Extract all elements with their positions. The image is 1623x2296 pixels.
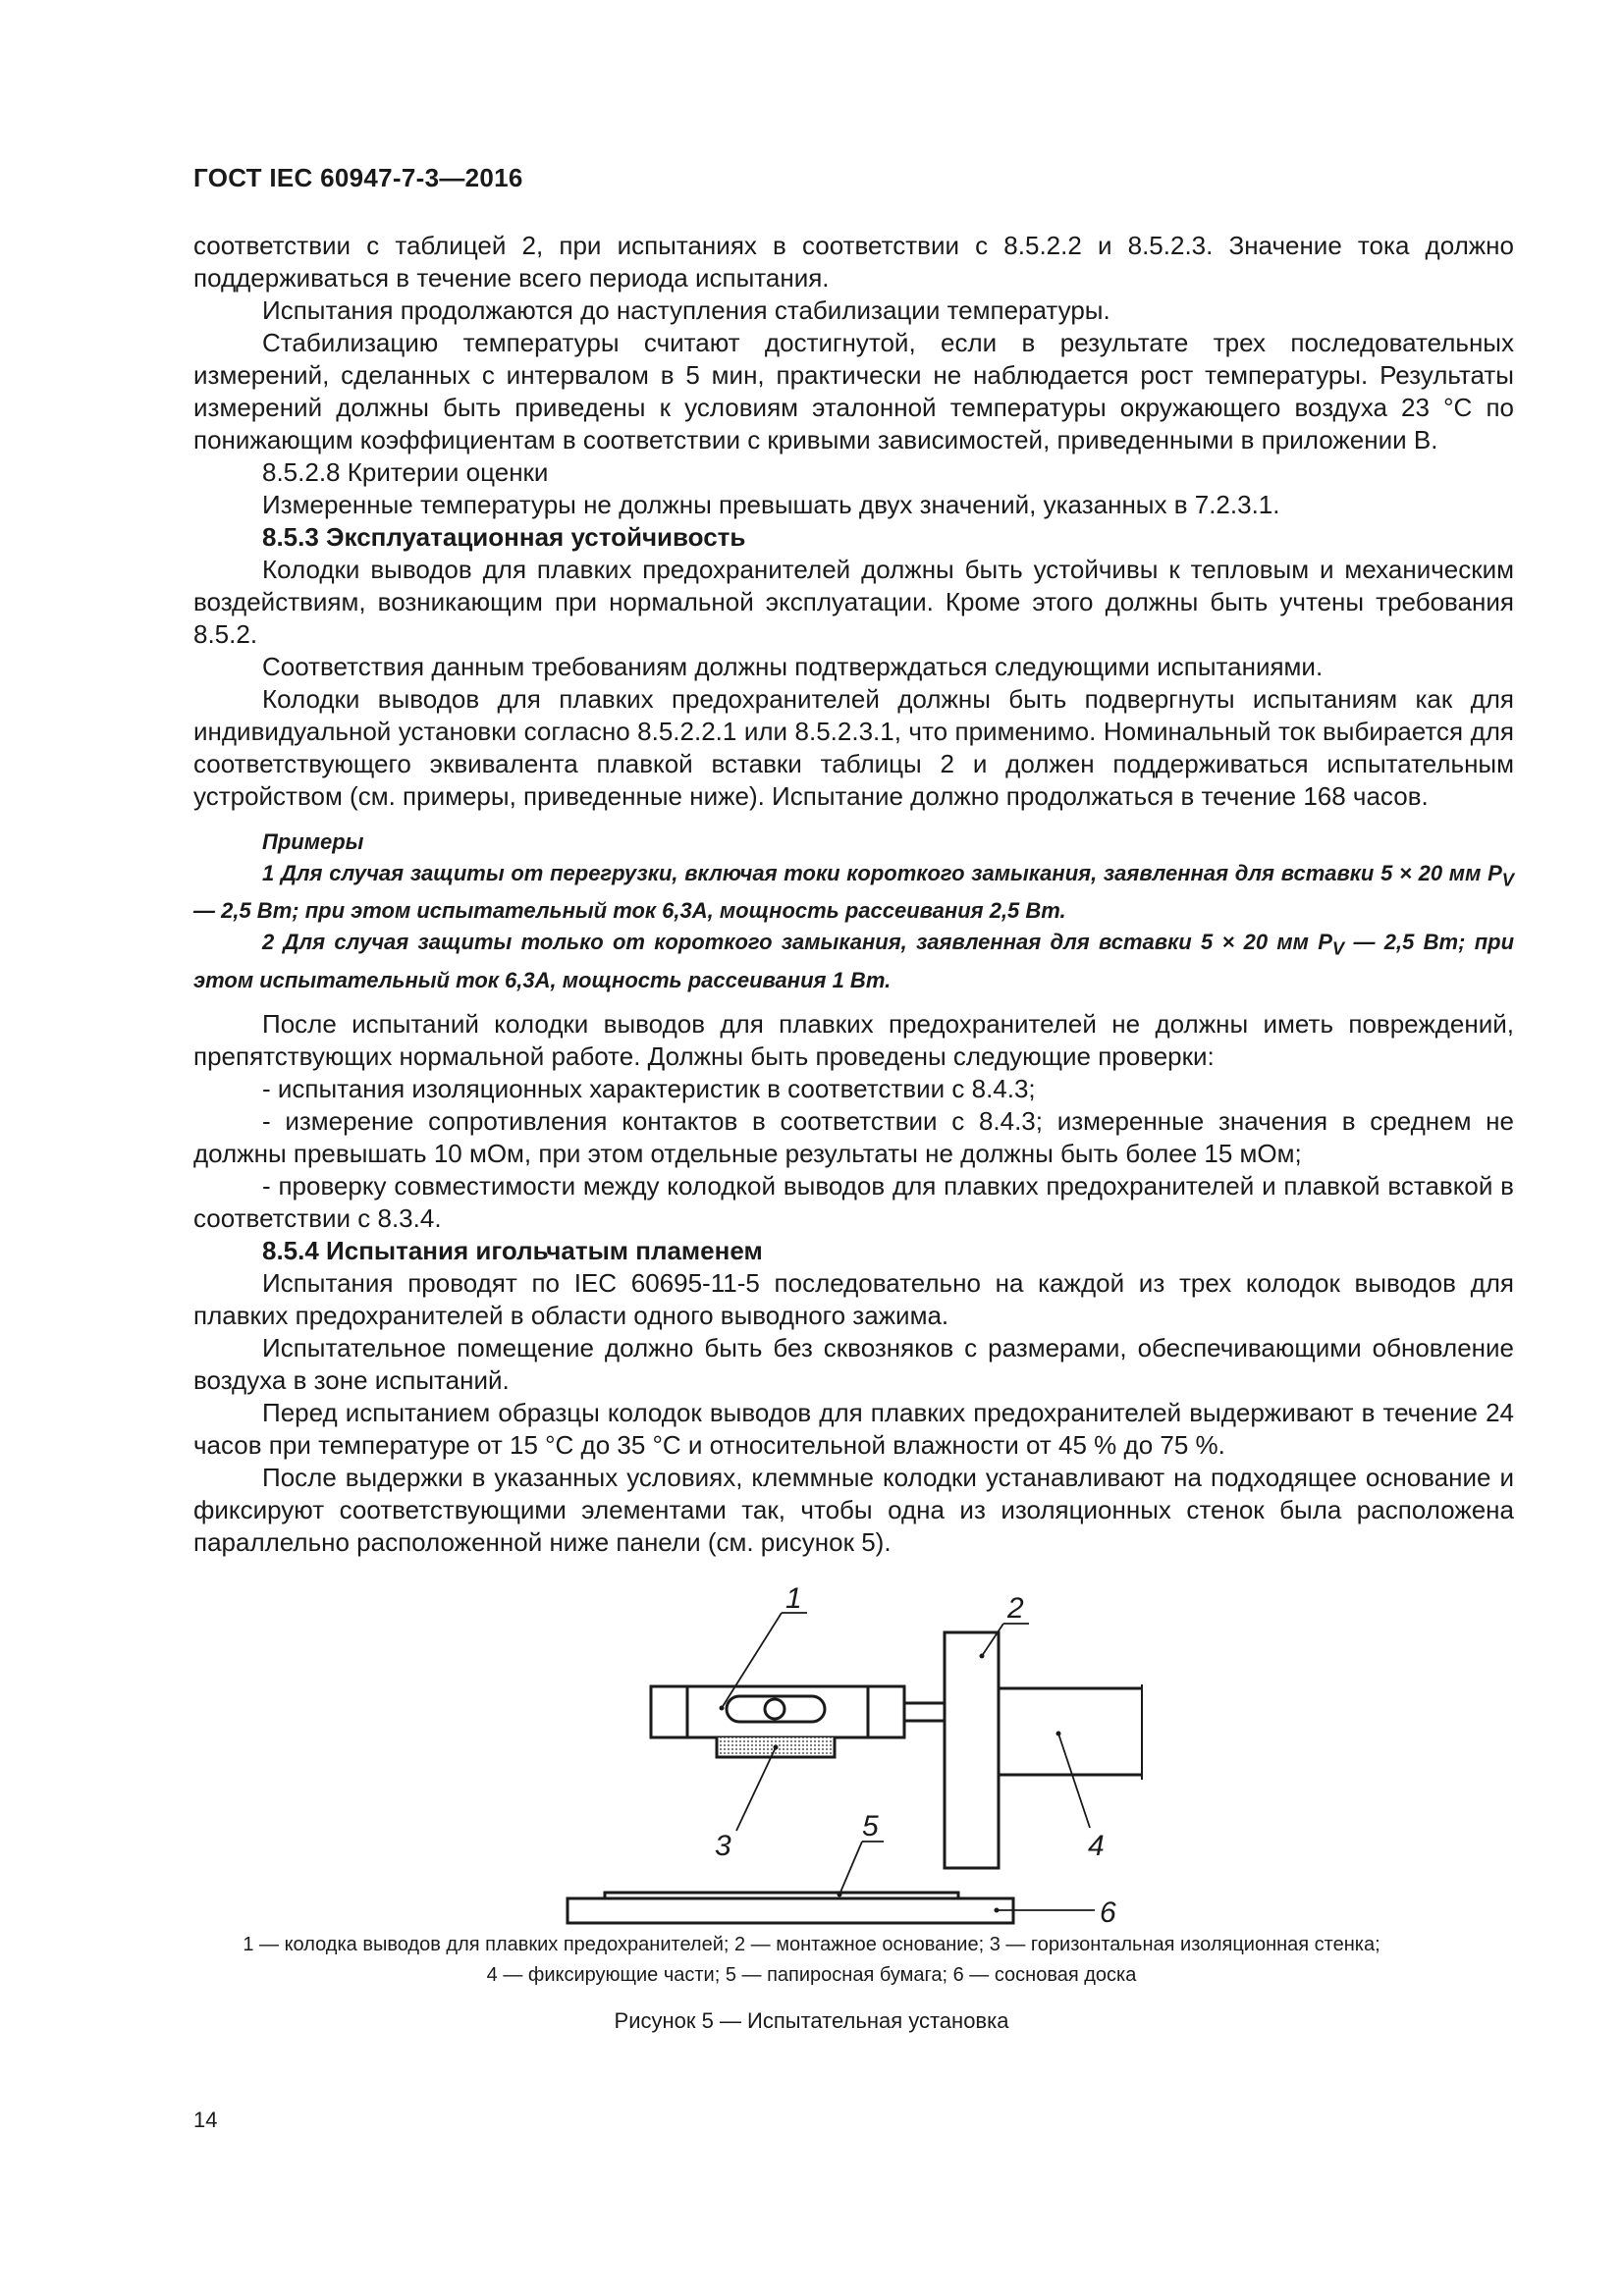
legend-line: 1 — колодка выводов для плавких предохранителей; 2 — монтажное основание; 3 — горизонтальная изоляционная стенка; [243,1934,1380,1955]
examples-block [193,827,1514,996]
paragraph: соответствии с таблицей 2, при испытаниях в соответствии с 8.5.2.2 и 8.5.2.3. Значение тока должно поддерживаться в течение всего периода испытания. [193,231,1514,293]
figure-label-1: 1 [785,1582,802,1615]
paragraph: Испытательное помещение должно быть без сквозняков с размерами, обеспечивающими обновление воздуха в зоне испытаний. [193,1332,1514,1395]
document-header: ГОСТ IEC 60947-7-3—2016 [193,163,523,192]
figure-caption: Рисунок 5 — Испытательная установка [614,2008,1009,2033]
page-number: 14 [193,2108,218,2132]
fixing-part-shape [999,1688,1142,1775]
figure-label-6: 6 [1100,1896,1116,1929]
paragraph: Испытания продолжаются до наступления стабилизации температуры. [262,295,1110,325]
figure-legend [147,1930,1476,1991]
figure-label-2: 2 [1007,1592,1024,1625]
paragraph: Колодки выводов для плавких предохранителей должны быть устойчивы к тепловым и механическим воздействиям, возникающим при нормальной эксплуатации. Кроме этого должны быть учтены требования 8.5.2. [193,555,1514,649]
figure-5-diagram [550,1578,1159,1951]
pine-board-shape [568,1898,1013,1923]
list-item: - испытания изоляционных характеристик в соответствии с 8.4.3; [262,1073,1036,1103]
paragraph: Стабилизацию температуры считают достигнутой, если в результате трех последовательных измерений, сделанных с интервалом в 5 мин, практически не наблюдается рост температуры. Результаты измерений должны быть приведены к условиям эталонной температуры окружающего воздуха 23 °С по понижающим коэффициентам в соответствии с кривыми зависимостей, приведенными в приложении В. [193,328,1514,454]
examples-title: Примеры [262,829,364,854]
paragraph: После выдержки в указанных условиях, клеммные колодки устанавливают на подходящее основание и фиксируют соответствующими элементами так, чтобы одна из изоляционных стенок была расположена параллельно расположенной ниже панели (см. рисунок 5). [193,1462,1514,1557]
section-heading-8-5-3: 8.5.3 Эксплуатационная устойчивость [262,522,746,552]
figure-label-3: 3 [715,1830,731,1862]
section-heading-8-5-4: 8.5.4 Испытания игольчатым пламенем [262,1235,763,1265]
paragraph: Испытания проводят по IEC 60695-11-5 последовательно на каждой из трех колодок выводов для плавких предохранителей в области одного выводного зажима. [193,1267,1514,1330]
paragraph: Колодки выводов для плавких предохранителей должны быть подвергнуты испытаниям как для индивидуальной установки согласно 8.5.2.2.1 или 8.5.2.3.1, что применимо. Номинальный ток выбирается для соответствующего эквивалента плавкой вставки таблицы 2 и должен поддерживаться испытательным устройством (см. примеры, приведенные ниже). Испытание должно продолжаться в течение 168 часов. [193,684,1514,811]
figure-label-5: 5 [862,1810,879,1842]
paragraph: Перед испытанием образцы колодок выводов для плавких предохранителей выдерживают в течение 24 часов при температуре от 15 °С до 35 °С и относительной влажности от 45 % до 75 %. [193,1397,1514,1460]
list-item: - проверку совместимости между колодкой выводов для плавких предохранителей и плавкой вставкой в соответствии с 8.3.4. [193,1170,1514,1233]
document-body [193,230,1514,1559]
mounting-base-shape [945,1632,999,1868]
example-1: 1 Для случая защиты от перегрузки, включая токи короткого замыкания, заявленная для вставки 5 × 20 мм $P_V$ — 2,5 Вт; при этом испытательный ток 6,3А, мощность рассеивания 2,5 Вт. [193,861,1514,924]
example-2: 2 Для случая защиты только от короткого замыкания, заявленная для вставки 5 × 20 мм $P_V$ — 2,5 Вт; при этом испытательный ток 6,3А, мощность рассеивания 1 Вт. [193,930,1515,992]
legend-line: 4 — фиксирующие части; 5 — папиросная бумага; 6 — сосновая доска [486,1964,1137,1986]
paragraph: Соответствия данным требованиям должны подтверждаться следующими испытаниями. [262,652,1324,681]
paragraph: После испытаний колодки выводов для плавких предохранителей не должны иметь повреждений, препятствующих нормальной работе. Должны быть проведены следующие проверки: [193,1008,1514,1071]
figure-label-4: 4 [1088,1830,1105,1862]
terminal-block-shape [651,1686,904,1737]
subsection-heading: 8.5.2.8 Критерии оценки [262,457,549,487]
list-item: - измерение сопротивления контактов в соответствии с 8.4.3; измеренные значения в среднем не должны превышать 10 мОм, при этом отдельные результаты не должны быть более 15 мОм; [193,1105,1514,1168]
paragraph: Измеренные температуры не должны превышать двух значений, указанных в 7.2.3.1. [262,490,1280,519]
